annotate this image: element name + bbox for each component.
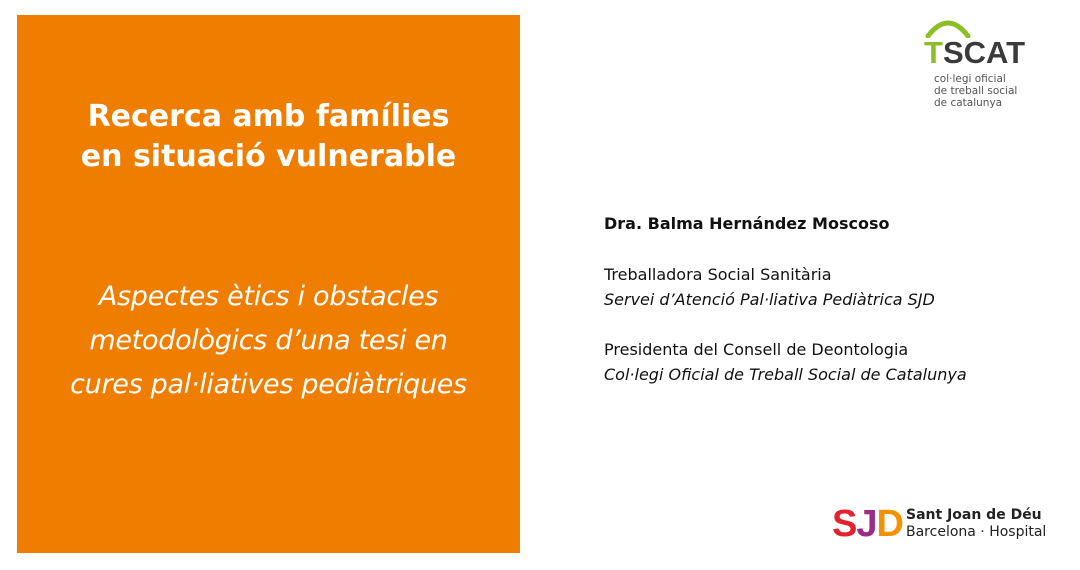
role-group	[604, 337, 1064, 387]
role-organization: Col·legi Oficial de Treball Social de Catalunya	[604, 365, 967, 384]
sjd-subtitle: Barcelona · Hospital	[906, 524, 1047, 540]
author-block	[604, 212, 1064, 387]
author-name: Dra. Balma Hernández Moscoso	[604, 214, 890, 233]
title-line: Recerca amb famílies	[87, 99, 450, 134]
tscat-tagline: col·legi oficial de treball social de catalunya	[934, 73, 1018, 109]
subtitle-line: cures pal·liatives pediàtriques	[70, 369, 467, 400]
sjd-monogram: SJD	[832, 503, 903, 545]
role-group	[604, 262, 1064, 312]
role-title: Presidenta del Consell de Deontologia	[604, 340, 909, 359]
title-line: en situació vulnerable	[80, 139, 457, 174]
sjd-logo	[832, 503, 1052, 547]
subtitle-line: Aspectes ètics i obstacles	[98, 281, 439, 312]
tscat-logo	[920, 14, 1040, 109]
title-panel	[17, 15, 520, 553]
presentation-title	[17, 97, 520, 177]
tscat-wordmark: TSCAT	[924, 35, 1026, 70]
subtitle-line: metodològics d’una tesi en	[89, 325, 448, 356]
role-organization: Servei d’Atenció Pal·liativa Pediàtrica SJD	[604, 290, 935, 309]
role-title: Treballadora Social Sanitària	[604, 265, 832, 284]
sjd-name: Sant Joan de Déu	[906, 507, 1042, 523]
presentation-subtitle	[17, 275, 520, 407]
